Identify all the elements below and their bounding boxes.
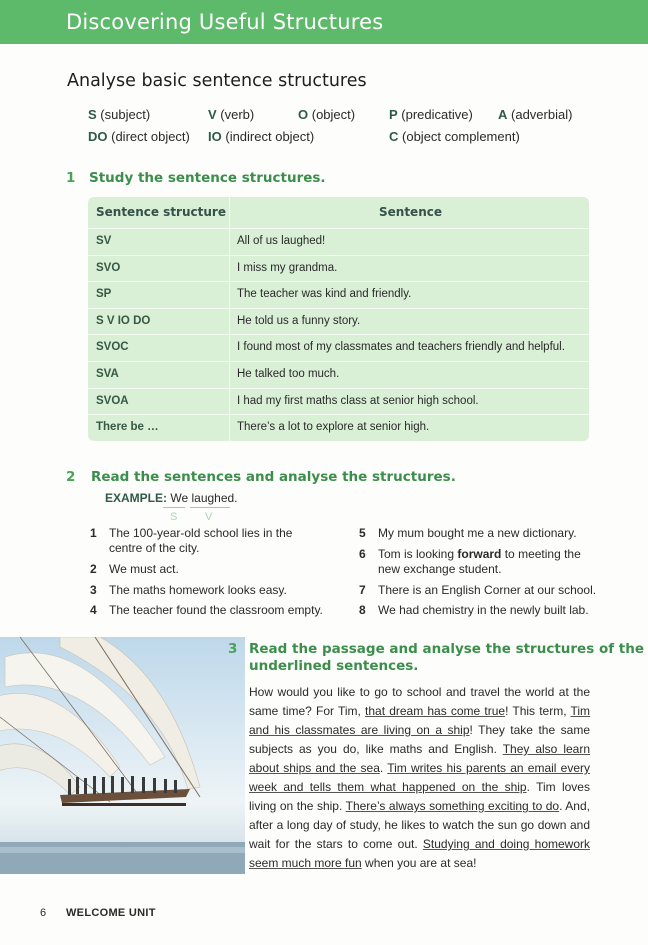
underlined-sentence: Tim and his classmates are living on a ship [249, 704, 591, 737]
section2-title: Read the sentences and analyse the structures. [91, 469, 456, 485]
section1-title: Study the sentence structures. [89, 170, 326, 186]
section3-title-line1: Read the passage and analyse the structures of the [249, 641, 645, 657]
abbr-adverbial: A (adverbial) [498, 107, 573, 122]
abbr-subject: S (subject) [88, 107, 151, 122]
table-row [88, 414, 589, 441]
list-item: 8 We had chemistry in the newly built lab. [359, 603, 589, 617]
header-title: Discovering Useful Structures [66, 10, 384, 34]
table-cell-structure: SV [96, 235, 112, 247]
table-cell-structure: SVO [96, 261, 121, 274]
example-underline-verb [190, 507, 230, 508]
abbr-verb: V (verb) [208, 107, 255, 122]
abbr-object-complement: C (object complement) [389, 129, 520, 144]
underlined-sentence: Tim writes his parents an email every week and tells them what happened on the ship [249, 761, 591, 794]
table-column-divider [229, 197, 230, 441]
list-item: 1 The 100-year-old school lies in the centre of the city. [90, 526, 293, 555]
table-row [88, 228, 589, 255]
list-item: 5 My mum bought me a new dictionary. [359, 526, 577, 540]
table-cell-structure: SVOC [96, 341, 129, 354]
table-row [88, 308, 589, 335]
table-header-sentence: Sentence [379, 205, 442, 219]
table-cell-sentence: All of us laughed! [237, 235, 326, 247]
list-item: 6 Tom is looking forward to meeting the new exchange student. [359, 547, 581, 576]
example-line [105, 491, 238, 505]
page-number: 6 [40, 907, 47, 919]
unit-label: WELCOME UNIT [66, 907, 156, 919]
table-row [88, 334, 589, 361]
table-cell-sentence: He talked too much. [237, 368, 340, 380]
list-item: 7 There is an English Corner at our school. [359, 583, 597, 597]
sailing-ship-illustration [0, 637, 245, 874]
table-cell-sentence: I found most of my classmates and teachers friendly and helpful. [237, 341, 565, 354]
table-cell-structure: SVA [96, 368, 119, 380]
example-underline-subject [163, 507, 185, 508]
table-cell-sentence: There’s a lot to explore at senior high. [237, 421, 430, 434]
table-row [88, 255, 589, 282]
reading-passage: How would you like to go to school and travel the world at the same time? For Tim, that dream has come true! This term, Tim and his classmates are living on a ship! They take the same subjects as you do, like maths and English. They also learn about ships and the sea. Tim writes his parents an email every week and tells them what happened on the ship. Tim loves living on the ship. There’s always something exciting to do. And, after a long day of study, he likes to watch the sun go down and wait for the stars to come out. Studying and doing homework seem much more fun when you are at sea! [249, 685, 591, 870]
table-cell-structure: SP [96, 288, 112, 301]
underlined-sentence: There’s always something exciting to do [345, 799, 560, 813]
underlined-sentence: Studying and doing homework seem much more fun [249, 837, 591, 870]
example-text: We laughed. [170, 491, 238, 505]
underlined-sentence: that dream has come true [365, 704, 506, 718]
header-banner [0, 0, 648, 44]
section1-number: 1 [66, 170, 76, 186]
section3-number: 3 [228, 641, 238, 657]
table-cell-sentence: I had my first maths class at senior high school. [237, 394, 479, 407]
abbr-predicative: P (predicative) [389, 107, 473, 122]
list-item: 3 The maths homework looks easy. [90, 583, 287, 597]
sailing-ship-photo [0, 637, 245, 874]
structure-table [88, 197, 589, 441]
section2-number: 2 [66, 469, 76, 485]
table-cell-structure: SVOA [96, 394, 129, 407]
table-cell-sentence: I miss my grandma. [237, 261, 338, 274]
abbr-direct-object: DO (direct object) [88, 129, 190, 144]
table-row [88, 388, 589, 415]
table-cell-structure: S V IO DO [96, 314, 151, 327]
main-heading: Analyse basic sentence structures [67, 71, 367, 91]
table-row [88, 361, 589, 388]
list-item: 4 The teacher found the classroom empty. [90, 603, 323, 617]
example-mark-s: S [170, 511, 178, 523]
example-label: EXAMPLE: [105, 491, 168, 505]
table-header-structure: Sentence structure [96, 205, 226, 219]
section3-title-line2: underlined sentences. [249, 658, 419, 674]
abbr-object: O (object) [298, 107, 356, 122]
table-header-row [88, 197, 589, 228]
table-row [88, 281, 589, 308]
example-mark-v: V [205, 511, 213, 523]
abbr-indirect-object: IO (indirect object) [208, 129, 315, 144]
underlined-sentence: They also learn about ships and the sea [249, 742, 591, 775]
table-cell-structure: There be … [96, 421, 159, 434]
table-cell-sentence: The teacher was kind and friendly. [237, 288, 412, 301]
table-cell-sentence: He told us a funny story. [237, 314, 361, 327]
list-item: 2 We must act. [90, 562, 179, 576]
